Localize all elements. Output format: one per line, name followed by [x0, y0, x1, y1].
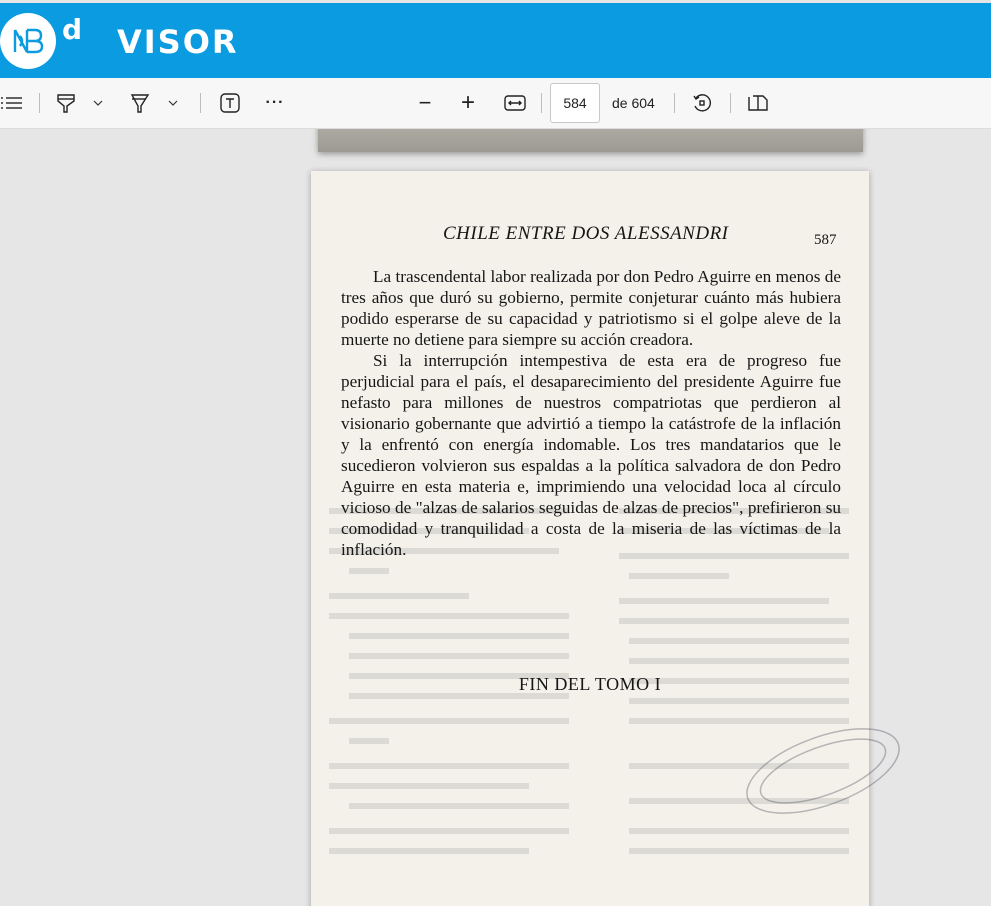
toolbar-divider: [39, 93, 40, 113]
draw-icon[interactable]: [129, 78, 151, 128]
institution-monogram-logo[interactable]: [0, 13, 56, 69]
previous-page-preview: [318, 129, 863, 152]
toolbar-divider: [674, 93, 675, 113]
rotate-icon[interactable]: [690, 78, 714, 128]
zoom-out-button[interactable]: −: [418, 90, 432, 115]
body-text: [341, 266, 841, 560]
page-number: 587: [814, 232, 837, 248]
document-page: [311, 171, 869, 906]
logo-letter: d: [62, 13, 83, 46]
end-of-volume-title: FIN DEL TOMO I: [518, 674, 662, 694]
app-title: VISOR: [117, 23, 239, 61]
text-box-icon[interactable]: [218, 78, 242, 128]
page-total-label: de 604: [612, 95, 655, 111]
toolbar-divider: [730, 93, 731, 113]
highlighter-chevron-down-icon[interactable]: [90, 78, 106, 128]
fit-width-icon[interactable]: [503, 78, 527, 128]
running-head: CHILE ENTRE DOS ALESSANDRI: [443, 223, 729, 244]
more-options-icon[interactable]: ···: [265, 94, 285, 111]
paragraph: La trascendental labor realizada por don Pedro Aguirre en menos de tres años que duró su gobierno, permite conjeturar cuánto más hubiera podido esperarse de su capacidad y patriotismo si el golpe aleve de la muerte no detiene para siempre su acción creadora.: [341, 267, 841, 349]
page-number-input[interactable]: 584: [550, 83, 600, 123]
page-bleed-through: [329, 501, 854, 906]
highlighter-icon[interactable]: [55, 78, 77, 128]
app-header: [0, 3, 991, 78]
zoom-in-button[interactable]: +: [460, 89, 475, 116]
pdf-toolbar: [0, 78, 991, 129]
toolbar-divider: [200, 93, 201, 113]
draw-chevron-down-icon[interactable]: [165, 78, 181, 128]
toolbar-divider: [541, 93, 542, 113]
paragraph: Si la interrupción intempestiva de esta era de progreso fue perjudicial para el país, el desaparecimiento del presidente Aguirre fue nefasto para millones de nuestros compatriotas que perdieron al visionario gobernante que advirtió a tiempo la catástrofe de la inflación y la enfrentó con energía indomable. Los tres mandatarios que le sucedieron volvieron sus espaldas a la política salvadora de don Pedro Aguirre en esta materia e, imprimiendo una velocidad loca al círculo vicioso de "alzas de salarios seguidas de alzas de precios", prefirieron su comodidad y tranquilidad a costa de la miseria de las víctimas de la inflación.: [341, 351, 841, 559]
page-view-icon[interactable]: [746, 78, 770, 128]
list-icon[interactable]: [0, 78, 24, 128]
document-viewer[interactable]: [0, 129, 991, 906]
